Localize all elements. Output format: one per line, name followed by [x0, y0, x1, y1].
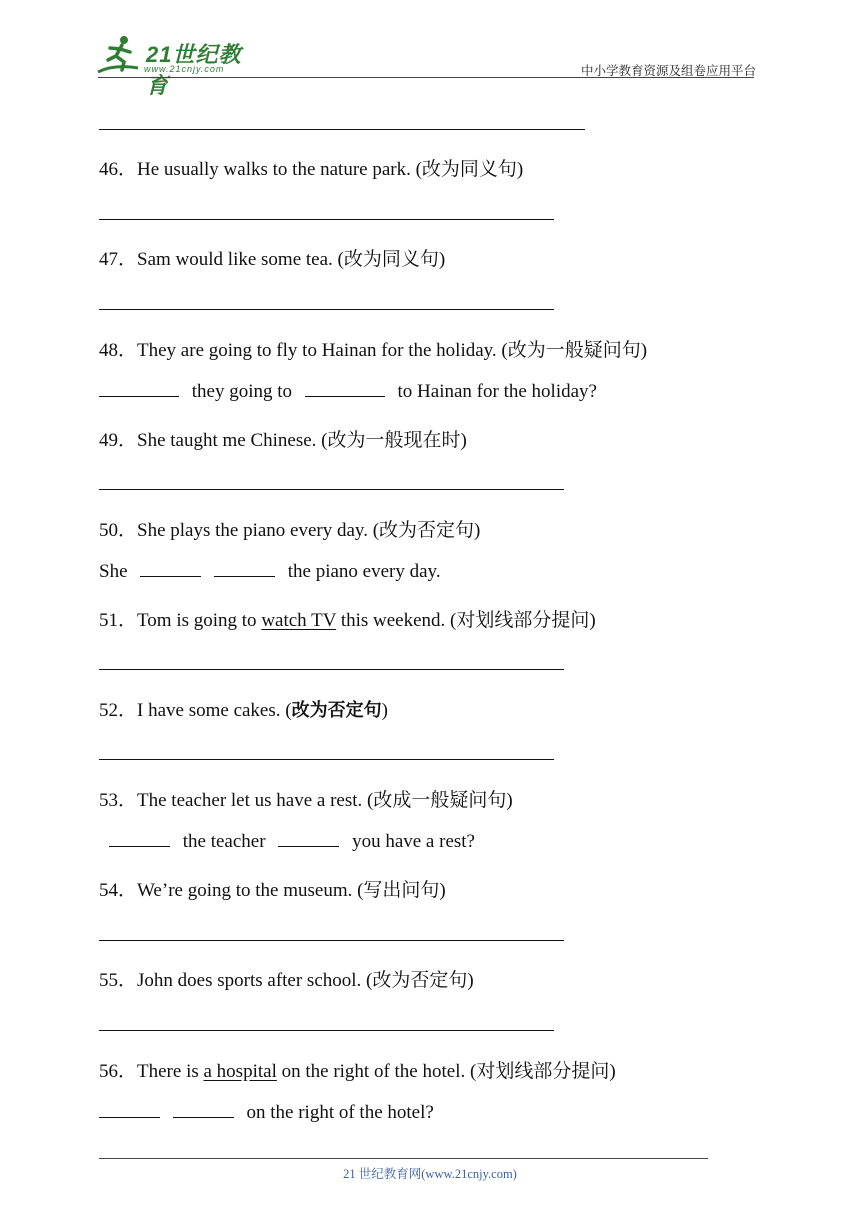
question-number: 55． — [99, 970, 138, 991]
question-54 — [99, 875, 446, 902]
question-47 — [99, 244, 445, 271]
question-text: Sam would like some tea. (改为同义句) — [137, 249, 446, 270]
answer-line-55[interactable] — [99, 1030, 554, 1031]
question-50 — [99, 515, 480, 542]
fill-text: the teacher — [182, 831, 266, 852]
blank-field[interactable] — [278, 830, 339, 847]
question-48 — [99, 335, 647, 362]
question-55 — [99, 965, 474, 992]
instruction-text: 改为否定句 — [291, 700, 382, 721]
question-53 — [99, 785, 513, 812]
fill-text: you have a rest? — [352, 831, 475, 852]
question-text: John does sports after school. (改为否定句) — [137, 970, 474, 991]
question-number: 49． — [99, 430, 138, 451]
question-number: 50． — [99, 520, 138, 541]
fill-text: the piano every day. — [287, 561, 441, 582]
blank-field[interactable] — [99, 380, 179, 397]
fill-in-48 — [99, 380, 597, 403]
fill-in-53 — [109, 830, 475, 853]
fill-in-56 — [99, 1101, 434, 1124]
blank-field[interactable] — [173, 1101, 234, 1118]
question-text: The teacher let us have a rest. (改成一般疑问句) — [137, 790, 513, 811]
question-number: 46． — [99, 159, 138, 180]
answer-line-47[interactable] — [99, 309, 554, 310]
logo-url: www.21cnjy.com — [144, 64, 225, 74]
question-number: 53． — [99, 790, 138, 811]
fill-text: She — [99, 561, 128, 582]
logo-text: 21世纪教育 — [146, 42, 242, 98]
question-text: We’re going to the museum. (写出问句) — [137, 880, 446, 901]
question-text-pre: Tom is going to — [137, 610, 262, 631]
question-46 — [99, 154, 523, 181]
answer-line-49[interactable] — [99, 489, 564, 490]
question-text-pre: There is — [137, 1061, 204, 1082]
question-52 — [99, 695, 388, 722]
question-number: 56． — [99, 1061, 138, 1082]
answer-line-46[interactable] — [99, 219, 554, 220]
question-56 — [99, 1056, 616, 1083]
fill-in-50 — [99, 560, 441, 583]
question-number: 54． — [99, 880, 138, 901]
fill-text: to Hainan for the holiday? — [397, 381, 597, 402]
underlined-phrase: a hospital — [203, 1061, 277, 1082]
question-text: They are going to fly to Hainan for the holiday. (改为一般疑问句) — [137, 340, 648, 361]
question-text: He usually walks to the nature park. (改为同义句) — [137, 159, 524, 180]
runner-logo-icon — [94, 34, 144, 78]
question-text: She plays the piano every day. (改为否定句) — [137, 520, 481, 541]
question-number: 48． — [99, 340, 138, 361]
page-footer: 21 世纪教育网(www.21cnjy.com) — [343, 1167, 517, 1181]
question-text-post: ) — [381, 700, 388, 721]
fill-text: they going to — [191, 381, 293, 402]
fill-text: on the right of the hotel? — [246, 1102, 434, 1123]
footer-divider — [99, 1158, 708, 1159]
question-number: 52． — [99, 700, 138, 721]
blank-field[interactable] — [305, 380, 385, 397]
header-divider — [98, 77, 754, 78]
answer-line-51[interactable] — [99, 669, 564, 670]
question-49 — [99, 425, 467, 452]
question-number: 51． — [99, 610, 138, 631]
header-platform-text: 中小学教育资源及组卷应用平台 — [580, 64, 756, 78]
page-header — [0, 0, 860, 98]
question-51 — [99, 605, 596, 632]
question-text-post: this weekend. (对划线部分提问) — [336, 610, 596, 631]
answer-line-54[interactable] — [99, 940, 564, 941]
blank-field[interactable] — [214, 560, 275, 577]
underlined-phrase: watch TV — [261, 610, 337, 631]
question-number: 47． — [99, 249, 138, 270]
question-text: She taught me Chinese. (改为一般现在时) — [137, 430, 467, 451]
answer-line-52[interactable] — [99, 759, 554, 760]
blank-field[interactable] — [109, 830, 170, 847]
question-text-pre: I have some cakes. ( — [137, 700, 292, 721]
question-text-post: on the right of the hotel. (对划线部分提问) — [276, 1061, 616, 1082]
blank-field[interactable] — [99, 1101, 160, 1118]
site-logo — [94, 34, 264, 98]
answer-line-45[interactable] — [99, 129, 585, 130]
blank-field[interactable] — [140, 560, 201, 577]
